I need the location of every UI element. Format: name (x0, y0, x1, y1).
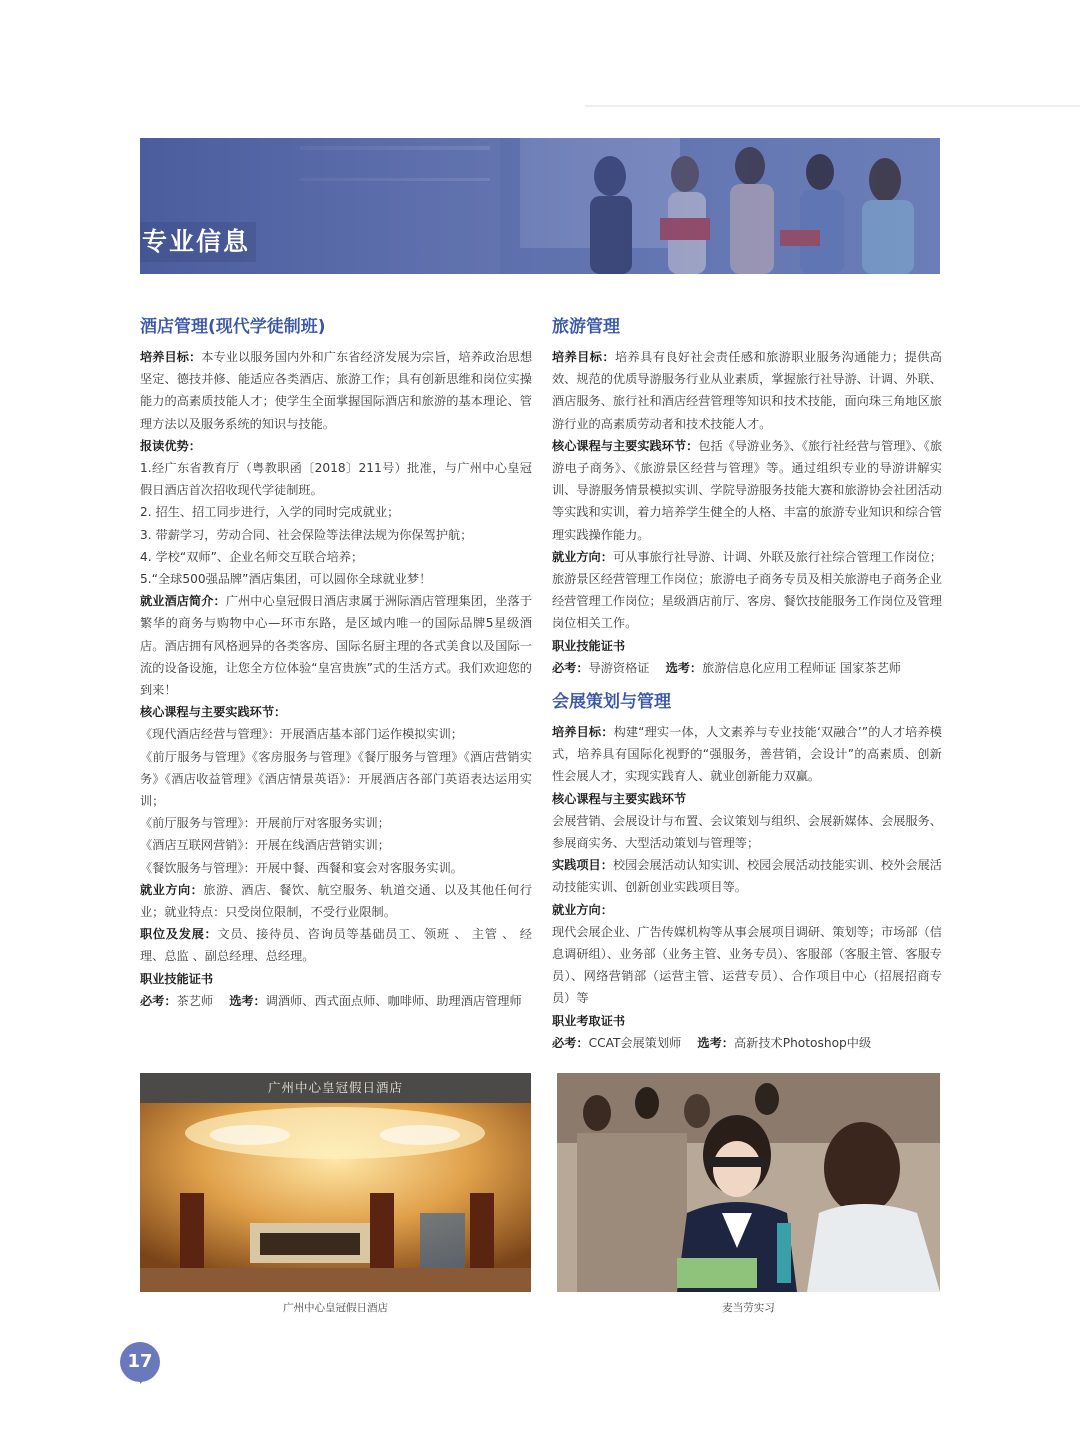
paragraph-text: 《酒店互联网营销》：开展在线酒店营销实训； (140, 838, 390, 853)
paragraph-label: 就业酒店简介： (140, 594, 226, 609)
paragraph-label: 选考： (697, 1035, 734, 1050)
paragraph-label: 职业技能证书 (140, 971, 214, 986)
paragraph (140, 812, 532, 834)
paragraph (140, 701, 532, 723)
paragraph (552, 346, 942, 435)
paragraph-label: 职位及发展： (140, 927, 218, 942)
paragraph-label: 就业方向： (140, 882, 204, 897)
paragraph-text: 可从事旅行社导游、计调、外联及旅行社综合管理工作岗位；旅游景区经营管理工作岗位；旅游电子商务专员及相关旅游电子商务企业经营管理工作岗位；星级酒店前厅、客房、餐饮技能服务工作岗位及管理岗位相关工作。 (552, 549, 942, 631)
paragraph (552, 635, 942, 657)
paragraph (140, 723, 532, 745)
paragraph-label: 实践项目： (552, 858, 613, 873)
paragraph-text: 1.经广东省教育厅（粤教职函〔2018〕211号）批准，与广州中心皇冠假日酒店首次招收现代学徒制班。 (140, 461, 532, 498)
paragraph-text: 《前厅服务与管理》：开展前厅对客服务实训； (140, 816, 390, 831)
paragraph (552, 854, 942, 898)
section-title-hotel: 酒店管理(现代学徒制班) (140, 317, 326, 337)
paragraph-text: 校园会展活动认知实训、校园会展活动技能实训、校外会展活动技能实训、创新创业实践项目等。 (552, 858, 942, 895)
paragraph (140, 968, 532, 990)
paragraph-text: CCAT会展策划师 (588, 1035, 698, 1050)
paragraph-label: 核心课程与主要实践环节： (552, 438, 699, 453)
section-body-exhibition (552, 721, 942, 1054)
paragraph-label: 培养目标： (140, 350, 202, 364)
paragraph-label: 核心课程与主要实践环节 (552, 791, 687, 806)
paragraph (140, 857, 532, 879)
hotel-photo-caption: 广州中心皇冠假日酒店 (283, 1302, 388, 1314)
internship-photo-caption: 麦当劳实习 (722, 1302, 775, 1314)
hotel-lobby-photo (140, 1073, 531, 1292)
hotel-name-strip: 广州中心皇冠假日酒店 (140, 1073, 531, 1103)
paragraph (140, 590, 532, 701)
paragraph (140, 524, 532, 546)
paragraph (552, 810, 942, 854)
paragraph-label: 培养目标： (552, 350, 615, 364)
paragraph (140, 879, 532, 923)
paragraph-label: 选考： (665, 660, 703, 675)
left-column (140, 312, 532, 1012)
paragraph-text: 旅游信息化应用工程师证 国家茶艺师 (702, 660, 901, 675)
paragraph-label: 培养目标： (552, 725, 614, 740)
paragraph (140, 435, 532, 457)
paragraph (140, 346, 532, 435)
paragraph-label: 必考： (552, 660, 589, 675)
paragraph-label: 职业考取证书 (552, 1013, 626, 1028)
page-title: 专业信息 (140, 222, 256, 262)
top-divider (585, 105, 1080, 107)
paragraph-text: 构建“理实一体，人文素养与专业技能‘双融合’”的人才培养模式，培养具有国际化视野的“强服务，善营销，会设计”的高素质、创新性会展人才，实现实践育人、就业创新能力双赢。 (552, 725, 942, 784)
paragraph-text: 4. 学校“双师”、企业名师交互联合培养； (140, 549, 364, 564)
paragraph (552, 546, 942, 635)
paragraph-label: 必考： (552, 1035, 589, 1050)
section-body-tourism (552, 346, 942, 679)
paragraph (140, 834, 532, 856)
paragraph-text: 《现代酒店经营与管理》：开展酒店基本部门运作模拟实训； (140, 727, 463, 742)
paragraph (140, 568, 532, 590)
paragraph-text: 3. 带薪学习，劳动合同、社会保险等法律法规为你保驾护航； (140, 527, 473, 542)
paragraph-text: 文员、接待员、咨询员等基础员工、领班 、 主管 、 经理、总监 、副总经理、总经理。 (140, 927, 532, 964)
internship-image (557, 1073, 940, 1292)
page-number: 17 (120, 1342, 160, 1382)
paragraph (552, 1010, 942, 1032)
paragraph-label: 报读优势： (140, 438, 201, 453)
paragraph (552, 1032, 942, 1054)
section-title-exhibition: 会展策划与管理 (552, 692, 671, 713)
internship-photo (557, 1073, 940, 1292)
paragraph-text: 高新技术Photoshop中级 (733, 1035, 872, 1050)
paragraph (140, 501, 532, 523)
paragraph (552, 721, 942, 788)
paragraph-text: 旅游、酒店、餐饮、航空服务、轨道交通、以及其他任何行业；就业特点：只受岗位限制，不受行业限制。 (140, 882, 533, 920)
paragraph-text: 2. 招生、招工同步进行，入学的同时完成就业； (140, 505, 400, 520)
paragraph (552, 899, 942, 921)
paragraph (140, 546, 532, 568)
section-title-tourism: 旅游管理 (552, 317, 620, 337)
paragraph-text: 本专业以服务国内外和广东省经济发展为宗旨，培养政治思想坚定、德技并修、能适应各类酒店、旅游工作；具有创新思维和岗位实操能力的高素质技能人才；使学生全面掌握国际酒店和旅游的基本理论、管理方法以及服务系统的知识与技能。 (140, 350, 533, 431)
paragraph-text: 导游资格证 (588, 660, 666, 675)
paragraph-text: 会展营销、会展设计与布置、会议策划与组织、会展新媒体、会展服务、参展商实务、大型活动策划与管理等； (552, 813, 942, 851)
paragraph-label: 就业方向： (552, 549, 613, 564)
paragraph (140, 457, 532, 501)
paragraph-text: 现代会展企业、广告传媒机构等从事会展项目调研、策划等；市场部（信息调研组）、业务部（业务主管、业务专员）、客服部（客服主管、客服专员）、网络营销部（运营主管、运营专员）、合作项目中心（招展招商专员）等 (552, 924, 942, 1006)
section-banner (140, 138, 940, 274)
paragraph-text: 调酒师、西式面点师、咖啡师、助理酒店管理师 (265, 993, 522, 1008)
section-body-hotel (140, 346, 532, 1012)
paragraph (140, 746, 532, 813)
paragraph-label: 就业方向： (552, 902, 613, 917)
paragraph-text: 《餐饮服务与管理》：开展中餐、西餐和宴会对客服务实训。 (140, 860, 463, 875)
paragraph (140, 923, 532, 967)
paragraph (140, 990, 532, 1012)
paragraph-text: 茶艺师 (176, 993, 230, 1008)
paragraph-label: 选考： (229, 993, 266, 1008)
paragraph-text: 广州中心皇冠假日酒店隶属于洲际酒店管理集团，坐落于繁华的商务与购物中心—环市东路，是区域内唯一的国际品牌5星级酒店。酒店拥有风格迥异的各类客房、国际名厨主理的各式美食以及国际一流的设备设施，让您全方位体验“皇宫贵族”式的生活方式。我们欢迎您的到来！ (140, 594, 533, 698)
paragraph (552, 657, 942, 679)
paragraph-text: 包括《导游业务》、《旅行社经营与管理》、《旅游电子商务》、《旅游景区经营与管理》等。通过组织专业的导游讲解实训、导游服务情景模拟实训、学院导游服务技能大赛和旅游协会社团活动等实践和实训，着力培养学生健全的人格、丰富的旅游专业知识和综合管理实践操作能力。 (552, 438, 943, 542)
paragraph (552, 921, 942, 1010)
paragraph-text: 《前厅服务与管理》《客房服务与管理》《餐厅服务与管理》《酒店营销实务》《酒店收益管理》《酒店情景英语》：开展酒店各部门英语表达运用实训； (140, 749, 532, 809)
paragraph-text: 培养具有良好社会责任感和旅游职业服务沟通能力；提供高效、规范的优质导游服务行业从业素质，掌握旅行社导游、计调、外联、酒店服务、旅行社和酒店经营管理等知识和技术技能，面向珠三角地区旅游行业的高素质劳动者和技术技能人才。 (552, 350, 942, 431)
right-column (552, 312, 942, 1054)
paragraph-label: 必考： (140, 993, 177, 1008)
paragraph (552, 435, 942, 546)
paragraph-label: 职业技能证书 (552, 638, 626, 653)
hotel-lobby-image (140, 1073, 531, 1292)
banner-photo (140, 138, 940, 274)
paragraph (552, 788, 942, 810)
paragraph-label: 核心课程与主要实践环节： (140, 705, 287, 720)
paragraph-text: 5.“全球500强品牌”酒店集团，可以圆你全球就业梦！ (140, 572, 432, 587)
